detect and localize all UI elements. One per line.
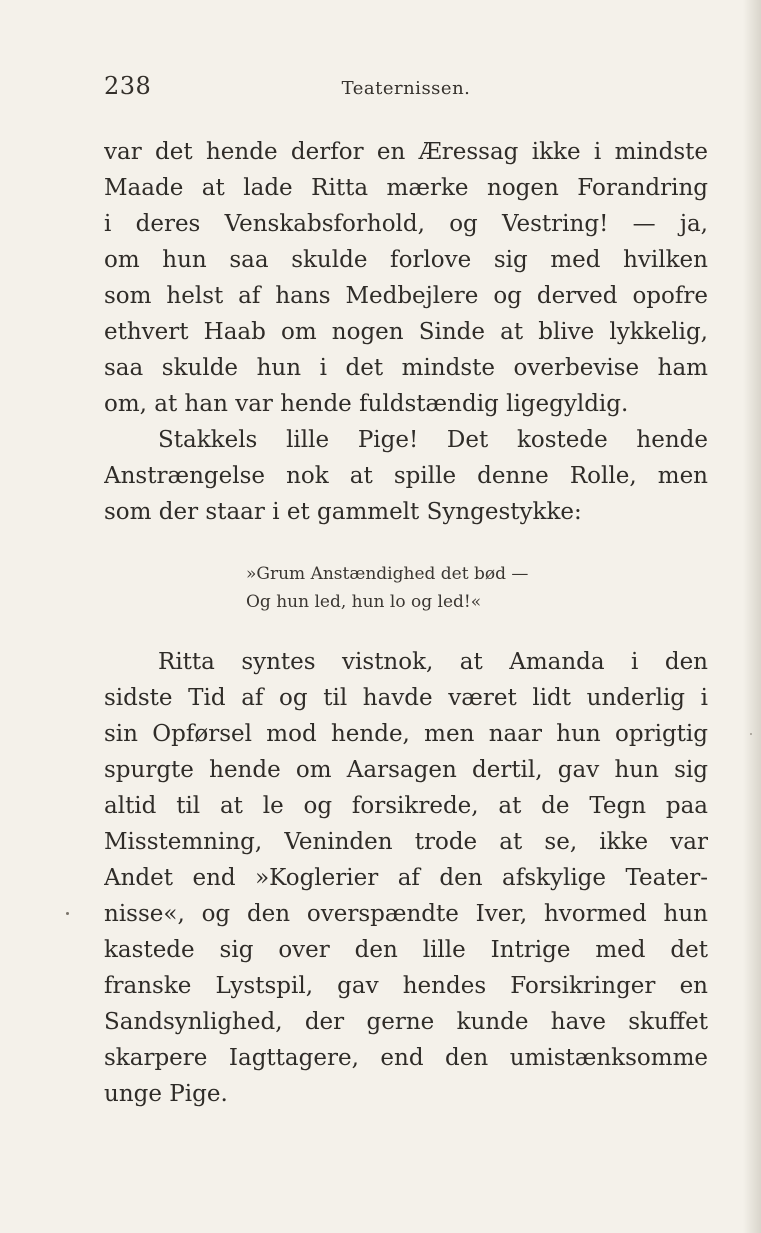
running-title: Teaternissen. (341, 78, 471, 99)
page-header (104, 72, 708, 108)
text-line: som der staar i et gammelt Syngestykke: (104, 499, 582, 525)
text-line: som helst af hans Medbejlere og derved opofre (104, 283, 708, 309)
text-line: om, at han var hende fuldstændig ligegyldig. (104, 391, 629, 417)
text-line: franske Lystspil, gav hendes Forsikringer en (104, 973, 708, 999)
text-block-top (104, 134, 708, 530)
text-line: kastede sig over den lille Intrige med det (104, 937, 708, 963)
text-line: saa skulde hun i det mindste overbevise ham (104, 355, 708, 381)
text-line: sidste Tid af og til havde været lidt underlig i (104, 685, 708, 711)
text-line: Ritta syntes vistnok, at Amanda i den (158, 649, 708, 675)
text-line: ethvert Haab om nogen Sinde at blive lykkelig, (104, 319, 708, 345)
page-number: 238 (104, 72, 152, 100)
page-edge-shadow (743, 0, 761, 1233)
text-line: Andet end »Koglerier af den afskylige Teater- (104, 865, 708, 891)
text-line: Anstrængelse nok at spille denne Rolle, men (104, 463, 708, 489)
text-line: altid til at le og forsikrede, at de Tegn paa (104, 793, 708, 819)
text-line: unge Pige. (104, 1081, 228, 1107)
text-line: skarpere Iagttagere, end den umistænksomme (104, 1045, 708, 1071)
text-line: Maade at lade Ritta mærke nogen Forandring (104, 175, 708, 201)
text-line: Sandsynlighed, der gerne kunde have skuffet (104, 1009, 708, 1035)
text-line: nisse«, og den overspændte Iver, hvormed hun (104, 901, 708, 927)
text-block-bottom (104, 644, 708, 1112)
text-line: Stakkels lille Pige! Det kostede hende (158, 427, 708, 453)
paper-speck (66, 912, 69, 915)
text-line: i deres Venskabsforhold, og Vestring! — ja, (104, 211, 708, 237)
text-line: spurgte hende om Aarsagen dertil, gav hun sig (104, 757, 708, 783)
verse-quote (246, 560, 606, 616)
text-line: Misstemning, Veninden trode at se, ikke var (104, 829, 708, 855)
text-line: sin Opførsel mod hende, men naar hun oprigtig (104, 721, 708, 747)
verse-line: Og hun led, hun lo og led!« (246, 592, 482, 612)
text-line: var det hende derfor en Æressag ikke i mindste (104, 139, 708, 165)
verse-line: »Grum Anstændighed det bød — (246, 564, 529, 584)
text-line: om hun saa skulde forlove sig med hvilken (104, 247, 708, 273)
